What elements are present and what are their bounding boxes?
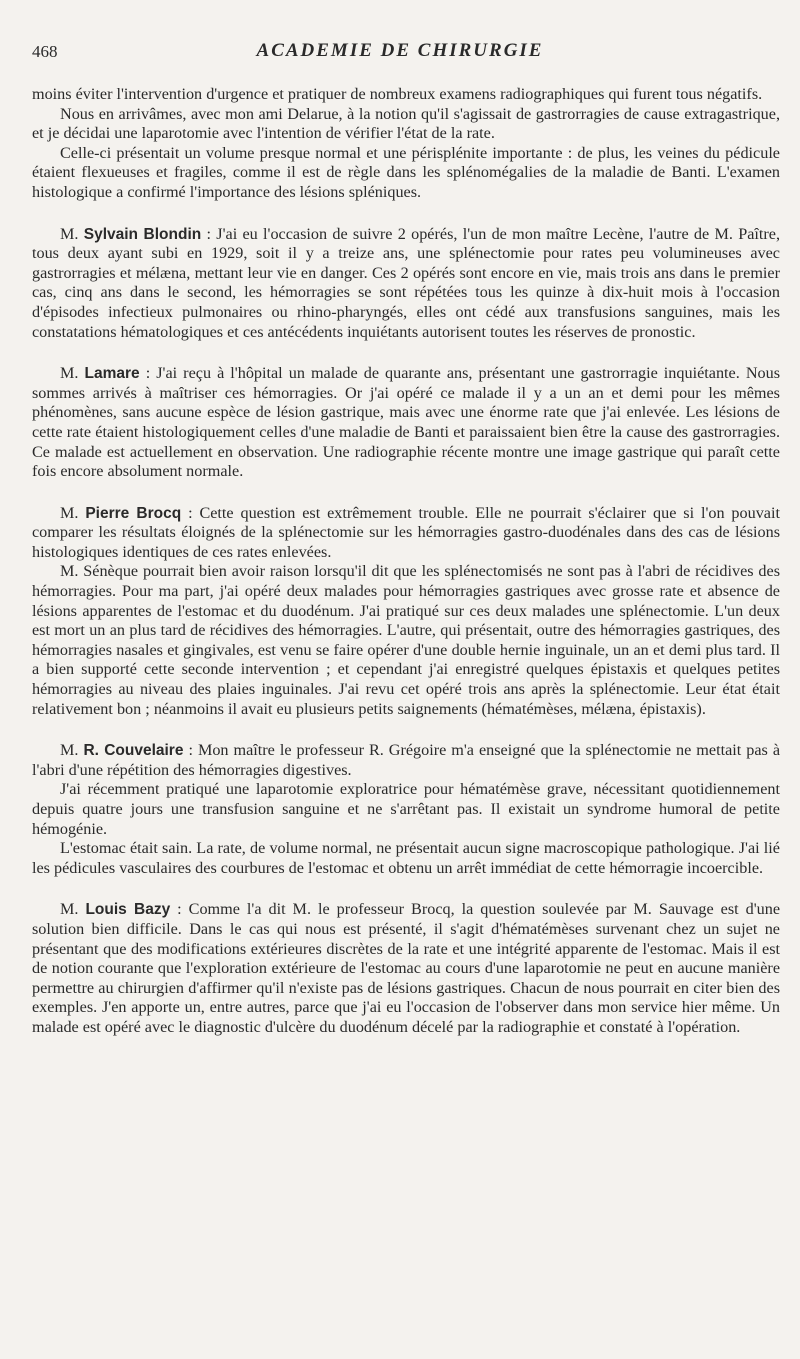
speaker-name: Pierre Brocq xyxy=(85,504,182,522)
speaker-paragraph-lamare xyxy=(32,364,780,482)
speaker-text: : Mon maître le professeur R. Grégoire m'a enseigné que la splénectomie ne mettait pas à l'abri d'une répétition des hémorragies digestives. xyxy=(32,741,781,779)
paragraph: L'estomac était sain. La rate, de volume normal, ne présentait aucun signe macroscopique pathologique. J'ai lié les pédicules vasculaires des courbures de l'estomac et obtenu un arrêt immédiat de cette hémorragie incoercible. xyxy=(32,839,780,877)
paragraph: Nous en arrivâmes, avec mon ami Delarue, à la notion qu'il s'agissait de gastrorragies de cause extragastrique, et je décidai une laparotomie avec l'intention de vérifier l'état de la rate. xyxy=(32,104,780,143)
speaker-paragraph-bazy xyxy=(32,900,780,1037)
speaker-prefix: M. xyxy=(60,224,79,243)
speaker-name: Sylvain Blondin xyxy=(83,225,202,243)
page-number: 468 xyxy=(32,42,58,61)
speaker-paragraph-brocq xyxy=(32,504,780,563)
speaker-prefix: M. xyxy=(60,900,79,919)
speaker-paragraph-blondin xyxy=(32,225,780,343)
speaker-text: : Cette question est extrêmement trouble. Elle ne pourrait s'éclairer que si l'on pouvait comparer les résultats éloignés de la splénectomie sur les hémorragies gastro-duodénales dans des cas de lésions histologiques identiques de ces rates enlevées. xyxy=(32,503,780,561)
speaker-paragraph-couvelaire xyxy=(32,741,780,780)
paragraph: Celle-ci présentait un volume presque normal et une périsplénite importante : de plus, les veines du pédicule étaient flexueuses et fragiles, comme il est de règle dans les splénomégalies de la maladie de Banti. L'examen histologique a confirmé l'importance des lésions spléniques. xyxy=(32,143,780,201)
speaker-prefix: M. xyxy=(60,741,79,760)
speaker-prefix: M. xyxy=(60,364,79,383)
speaker-text: : Comme l'a dit M. le professeur Brocq, la question soulevée par M. Sauvage est d'une solution bien difficile. Dans le cas qui nous est présenté, il s'agit d'hématémèses survenant chez un sujet ne présentant que des modifications extérieures discrètes de la rate et une intégrité apparente de l'estomac. Mais il est de notion courante que l'exploration extérieure de l'estomac au cours d'une laparotomie ne peut en aucune manière permettre au chirurgien d'affirmer qu'il n'existe pas de lésions gastriques. Chacun de nous pourrait en citer bien des exemples. J'en apporte un, entre autres, parce que j'ai eu l'occasion de l'observer dans mon service hier même. Un malade est opéré avec le diagnostic d'ulcère du duodénum décelé par la radiographie et constaté à l'opération. xyxy=(32,900,780,1036)
page-header xyxy=(32,40,768,70)
speaker-text: : J'ai eu l'occasion de suivre 2 opérés, l'un de mon maître Lecène, l'autre de M. Paître, tous deux ayant subi en 1929, soit il y a treize ans, une splénectomie pour rates peu volumineuses avec gastrorragies et mélæna, mettant leur vie en danger. Ces 2 opérés sont encore en vie, mais trois ans dans le premier cas, cinq ans dans le second, les hémorragies se sont répétées tous les quinze à dix-huit mois à l'occasion d'épisodes infectieux pulmonaires ou rhino-pharyngés, elles ont cédé aux transfusions sanguines, mais les constatations hématologiques et ces antécédents inquiétants autorisent toutes les réserves de pronostic. xyxy=(32,224,780,341)
speaker-prefix: M. xyxy=(60,503,79,522)
paragraph: M. Sénèque pourrait bien avoir raison lorsqu'il dit que les splénectomisés ne sont pas à l'abri de récidives des hémorragies. Pour ma part, j'ai opéré deux malades pour hémorragies gastriques avec grosse rate et absence de lésions apparentes de l'estomac et du duodénum. J'ai pratiqué sur ces deux malades une splénectomie. L'un deux est mort un an plus tard de récidives des hémorragies. L'autre, qui présentait, outre des hémorragies gastriques, des hémorragies nasales et gingivales, est venu se faire opérer d'une double hernie inguinale, un an et demi plus tard. Il a bien supporté cette seconde intervention ; et cependant j'ai enregistré quelques épistaxis et quelques petites hémorragies au niveau des plaies inguinales. J'ai revu cet opéré trois ans après la splénectomie. Leur état était relativement bon ; néanmoins il avait eu plusieurs petits saignements (hématémèses, mélæna, épistaxis). xyxy=(32,562,780,718)
speaker-text: : J'ai reçu à l'hôpital un malade de quarante ans, présentant une gastrorragie inquiétante. Nous sommes arrivés à maîtriser ces hémorragies. Or j'ai opéré ce malade il y a un an et demi pour les mêmes phénomènes, sans aucune espèce de lésion gastrique, mais avec une énorme rate que j'ai enlevée. Les lésions de cette rate étaient histologiquement celles d'une maladie de Banti et paraissaient bien être la cause des gastrorragies. Ce malade est actuellement en observation. Une radiographie récente montre une image gastrique qui paraît cette fois encore absolument normale. xyxy=(32,364,780,481)
paragraph-continuation: moins éviter l'intervention d'urgence et pratiquer de nombreux examens radiographiques qui furent tous négatifs. xyxy=(32,85,763,103)
speaker-name: R. Couvelaire xyxy=(83,742,184,760)
speaker-name: Lamare xyxy=(84,365,140,383)
speaker-name: Louis Bazy xyxy=(85,901,171,919)
paragraph: J'ai récemment pratiqué une laparotomie exploratrice pour hématémèse grave, nécessitant quotidiennement depuis quatre jours une transfusion sanguine et ne s'arrêtant pas. Il existait un syndrome humoral de petite hémogénie. xyxy=(32,780,780,838)
article-body xyxy=(32,85,780,1038)
running-title: ACADEMIE DE CHIRURGIE xyxy=(256,40,544,61)
